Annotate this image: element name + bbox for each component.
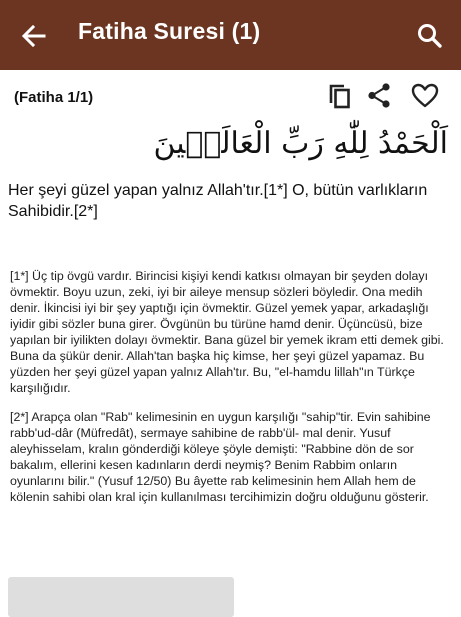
footnote-1: [1*] Üç tip övgü vardır. Birincisi kişiyi kendi katkısı olmayan bir şeyden dolayı övmektir. Boyu uzun, zeki, iyi bir aileye mensup sözleri böyledir. Ona medih denir. İkincisi iyi bir şey yaptığı için övmektir. Güzel yemek yapar, arkadaşlığı iyidir gibi sözler buna girer. Övgünün bu türüne hamd denir. Üçüncüsü, bize yapılan bir iyilikten dolayı övmektir. Bana güzel bir yemek ikram etti demek gibi. Buna da şükür denir. Allah'tan başka hiç kimse, her şeyi güzel yapamaz. Bu yüzden her şeyi güzel yapan yalnız Allah'tır. Bu, "el-hamdu lillah"ın Türkçe karşılığıdır. <box>10 269 444 395</box>
search-button[interactable] <box>414 20 446 52</box>
favorite-button[interactable] <box>410 81 440 111</box>
heart-outline-icon <box>410 81 440 111</box>
verse-reference: (Fatiha 1/1) <box>14 89 94 106</box>
back-button[interactable] <box>18 20 50 52</box>
copy-button[interactable] <box>325 81 355 111</box>
verse-meaning: Her şeyi güzel yapan yalnız Allah'tır.[1*] O, bütün varlıkların Sahibidir.[2*] <box>8 182 428 220</box>
copy-icon <box>325 81 355 111</box>
page-title: Fatiha Suresi (1) <box>78 18 261 44</box>
share-icon <box>364 81 394 111</box>
share-button[interactable] <box>364 81 394 111</box>
footnote-2: [2*] Arapça olan "Rab" kelimesinin en uygun karşılığı "sahip"tir. Evin sahibine rabb'ud-dâr (Müfredât), sermaye sahibine de rabb'ül- mal denir. Yusuf aleyhisselam, kralın gönderdiği köleye şöyle demişti: "Rabbine dön de sor bakalım, ellerini kesen kadınların derdi neymiş? Benim Rabbim onların oyunlarını bilir." (Yusuf 12/50) Bu âyette rab kelimesinin hem Allah hem de kölenin sahibi olan kral için kullanılması tercihimizin doğru olduğunu gösterir. <box>10 410 431 504</box>
arabic-verse: اَلْحَمْدُ لِلّٰهِ رَبِّ الْعَالَم۪ينَ <box>153 126 448 161</box>
search-icon <box>414 20 446 52</box>
arrow-back-icon <box>18 20 50 52</box>
footnotes <box>10 268 451 518</box>
bottom-action-button[interactable] <box>8 577 234 617</box>
app-bar <box>0 0 461 70</box>
